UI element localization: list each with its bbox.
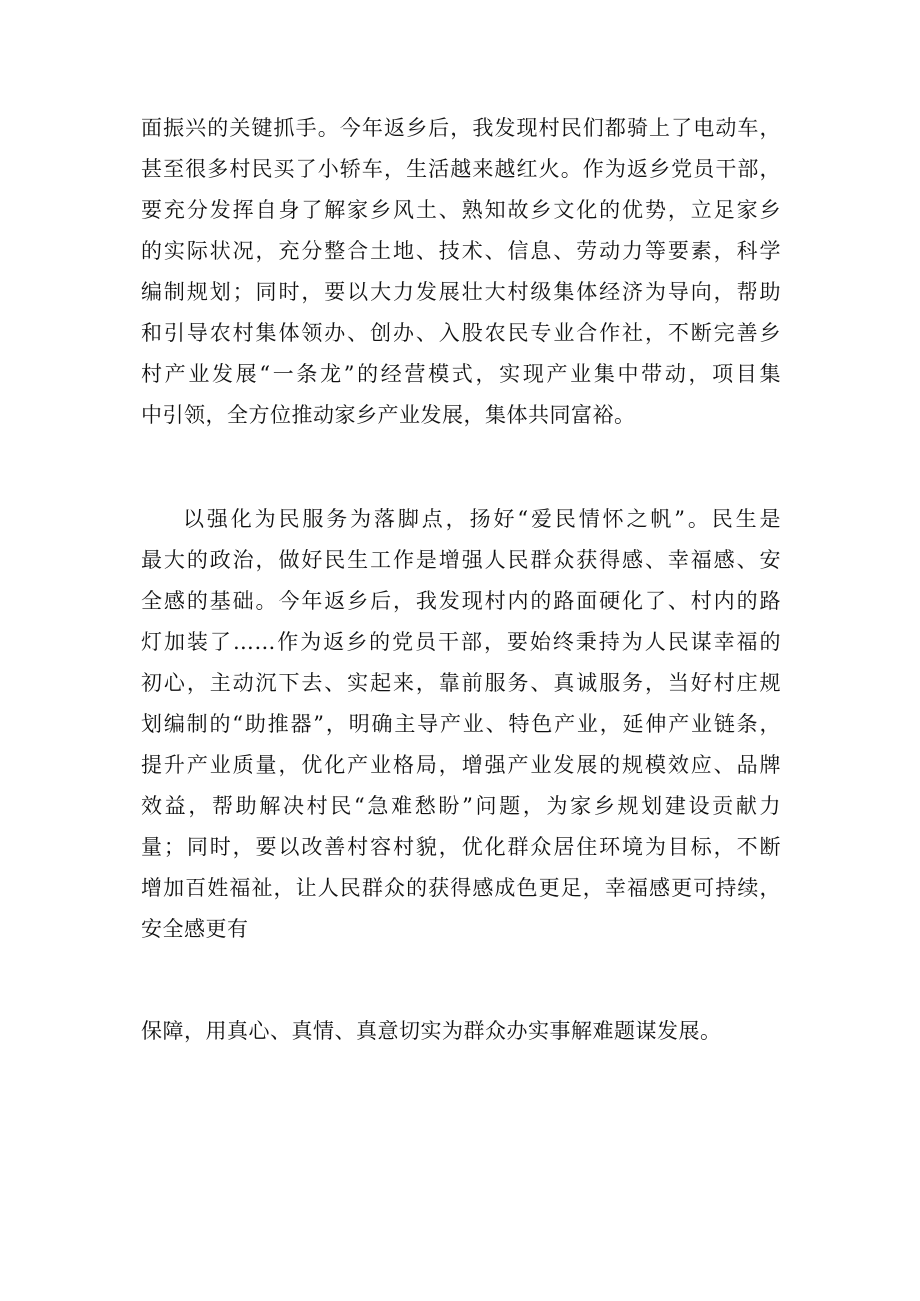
paragraph-3 (141, 1011, 781, 1052)
paragraph-2-line: 效益，帮助解决村民“急难愁盼”问题，为家乡规划建设贡献力 (141, 794, 781, 818)
paragraph-2-line: 最大的政治，做好民生工作是增强人民群众获得感、幸福感、安 (141, 548, 781, 572)
paragraph-1-line: 面振兴的关键抓手。今年返乡后，我发现村民们都骑上了电动车， (141, 116, 781, 140)
paragraph-2-line: 以强化为民服务为落脚点，扬好“爱民情怀之帆”。民生是 (183, 507, 781, 531)
paragraph-2-line: 全感的基础。今年返乡后，我发现村内的路面硬化了、村内的路 (141, 589, 781, 613)
paragraph-1-line: 村产业发展“一条龙”的经营模式，实现产业集中带动，项目集 (141, 362, 781, 386)
paragraph-1-line: 甚至很多村民买了小轿车，生活越来越红火。作为返乡党员干部， (141, 157, 781, 181)
paragraph-1-line: 和引导农村集体领办、创办、入股农民专业合作社，不断完善乡 (141, 321, 781, 345)
paragraph-2-line: 初心，主动沉下去、实起来，靠前服务、真诚服务，当好村庄规 (141, 671, 781, 695)
paragraph-2-line: 安全感更有 (141, 917, 249, 941)
paragraph-2-line: 提升产业质量，优化产业格局，增强产业发展的规模效应、品牌 (141, 753, 781, 777)
paragraph-2-line: 量；同时，要以改善村容村貌，优化群众居住环境为目标，不断 (141, 835, 781, 859)
paragraph-2-line: 灯加装了……作为返乡的党员干部，要始终秉持为人民谋幸福的 (141, 630, 781, 654)
paragraph-1-line: 的实际状况，充分整合土地、技术、信息、劳动力等要素，科学 (141, 239, 781, 263)
paragraph-1-line: 要充分发挥自身了解家乡风土、熟知故乡文化的优势，立足家乡 (141, 198, 781, 222)
paragraph-2-line: 增加百姓福祉，让人民群众的获得感成色更足，幸福感更可持续， (141, 876, 781, 900)
paragraph-2-line: 划编制的“助推器”，明确主导产业、特色产业，延伸产业链条， (141, 712, 781, 736)
paragraph-1-line: 中引领，全方位推动家乡产业发展，集体共同富裕。 (141, 403, 636, 427)
paragraph-3-line: 保障，用真心、真情、真意切实为群众办实事解难题谋发展。 (141, 1019, 722, 1043)
paragraph-1 (141, 108, 781, 436)
paragraph-1-line: 编制规划；同时，要以大力发展壮大村级集体经济为导向，帮助 (141, 280, 781, 304)
paragraph-2 (141, 499, 781, 950)
